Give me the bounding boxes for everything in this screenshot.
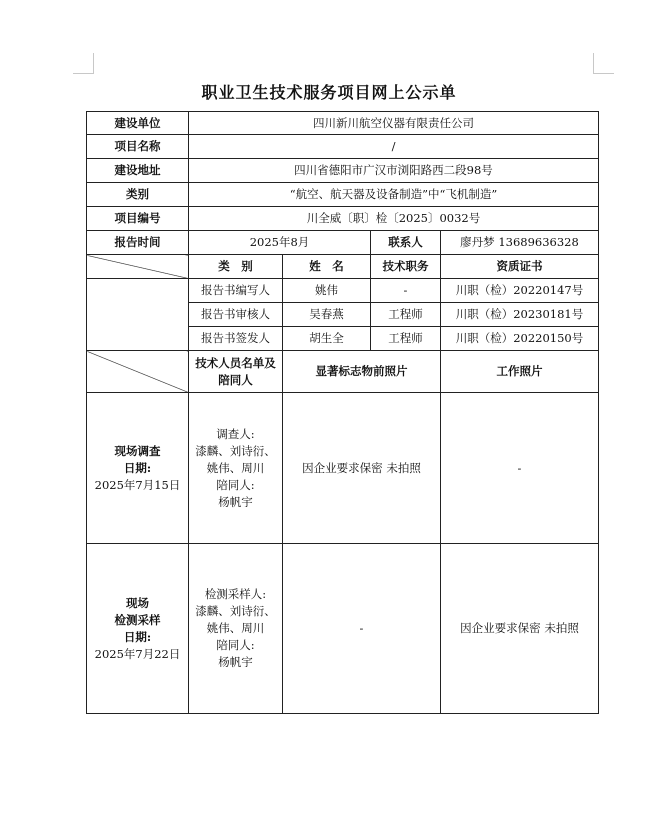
staff-name: 胡生全 (283, 327, 371, 351)
project-name-value: / (189, 135, 599, 159)
tech-staff-header: 技术人员名单及陪同人 (189, 351, 283, 393)
survey-date-label: 日期: (123, 460, 152, 475)
staff-header-name: 姓 名 (283, 255, 371, 279)
report-time-value: 2025年8月 (189, 231, 371, 255)
staff-title: - (371, 279, 441, 303)
staff-role: 报告书编写人 (189, 279, 283, 303)
landmark-photo-header: 显著标志物前照片 (283, 351, 441, 393)
contact-value: 廖丹梦 13689636328 (441, 231, 599, 255)
surveyor-names: 漆麟、刘诗衍、姚伟、周川 (195, 443, 276, 475)
row-project-name (87, 135, 599, 159)
survey-label: 现场调查 (114, 443, 161, 458)
category-value: “航空、航天器及设备制造”中“飞机制造” (189, 183, 599, 207)
sampling-date: 2025年7月22日 (94, 646, 181, 661)
staff-cert: 川职（检）20230181号 (441, 303, 599, 327)
photo-header-row (87, 351, 599, 393)
row-category (87, 183, 599, 207)
address-value: 四川省德阳市广汉市浏阳路西二段98号 (189, 159, 599, 183)
sampler-label: 检测采样人: (204, 587, 267, 601)
disclosure-table (86, 111, 599, 714)
org-value: 四川新川航空仪器有限责任公司 (189, 112, 599, 135)
row-report-time (87, 231, 599, 255)
staff-name: 姚伟 (283, 279, 371, 303)
page-title: 职业卫生技术服务项目网上公示单 (201, 83, 457, 102)
staff-header-row (87, 255, 599, 279)
staff-role: 报告书签发人 (189, 327, 283, 351)
project-no-value: 川全威〔职〕检〔2025〕0032号 (189, 207, 599, 231)
project-name-label: 项目名称 (87, 135, 189, 159)
companion-name: 杨帆宇 (218, 655, 253, 669)
diagonal-cell (87, 351, 189, 393)
surveyor-label: 调查人: (216, 426, 255, 441)
survey-date-cell (87, 393, 189, 544)
sampler-names: 漆麟、刘诗衍、姚伟、周川 (195, 604, 276, 635)
row-project-no (87, 207, 599, 231)
work-photo-header: 工作照片 (441, 351, 599, 393)
contact-label: 联系人 (371, 231, 441, 255)
project-no-label: 项目编号 (87, 207, 189, 231)
staff-cert: 川职（检）20220147号 (441, 279, 599, 303)
sampling-work-photo: 因企业要求保密 未拍照 (441, 544, 599, 714)
org-label: 建设单位 (87, 112, 189, 135)
corner-mark-right (593, 53, 614, 74)
sampling-people-cell (189, 544, 283, 714)
staff-title: 工程师 (371, 303, 441, 327)
diagonal-cell (87, 255, 189, 279)
staff-cert: 川职（检）20220150号 (441, 327, 599, 351)
staff-header-title: 技术职务 (371, 255, 441, 279)
staff-title: 工程师 (371, 327, 441, 351)
sampling-label-1: 现场 (126, 595, 149, 610)
survey-people-cell (189, 393, 283, 544)
address-label: 建设地址 (87, 159, 189, 183)
companion-name: 杨帆宇 (218, 494, 253, 509)
sampling-label-2: 检测采样 (114, 612, 161, 627)
survey-row (87, 393, 599, 544)
companion-label: 陪同人: (216, 638, 255, 652)
corner-mark-left (73, 53, 94, 74)
survey-work-photo: - (441, 393, 599, 544)
survey-date: 2025年7月15日 (94, 477, 181, 492)
row-address (87, 159, 599, 183)
sampling-date-cell (87, 544, 189, 714)
staff-blank-cell (87, 279, 189, 351)
category-label: 类别 (87, 183, 189, 207)
staff-header-category: 类 别 (189, 255, 283, 279)
row-org (87, 112, 599, 135)
staff-role: 报告书审核人 (189, 303, 283, 327)
sampling-landmark-photo: - (283, 544, 441, 714)
companion-label: 陪同人: (216, 477, 255, 492)
staff-row (87, 279, 599, 303)
sampling-date-label: 日期: (123, 629, 152, 644)
survey-landmark-photo: 因企业要求保密 未拍照 (283, 393, 441, 544)
staff-name: 吴春燕 (283, 303, 371, 327)
report-time-label: 报告时间 (87, 231, 189, 255)
staff-header-cert: 资质证书 (441, 255, 599, 279)
sampling-row (87, 544, 599, 714)
